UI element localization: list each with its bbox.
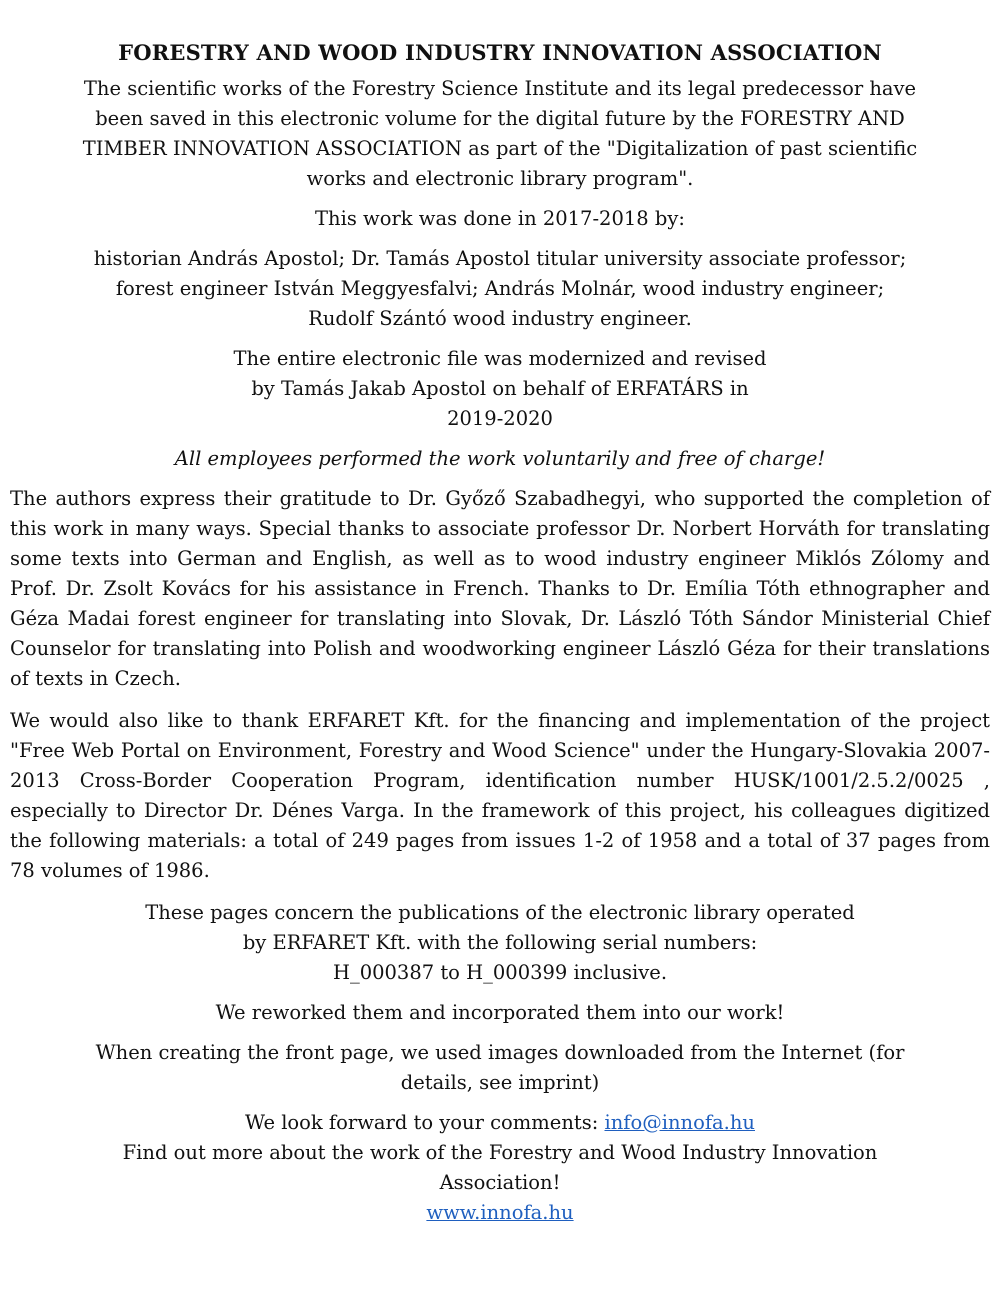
pages-line: by ERFARET Kft. with the following serial numbers:	[242, 931, 758, 954]
revision-line: by Tamás Jakab Apostol on behalf of ERFATÁRS in	[251, 377, 749, 400]
intro-line: been saved in this electronic volume for the digital future by the FORESTRY AND	[95, 107, 905, 130]
gratitude-paragraph: The authors express their gratitude to Dr. Győző Szabadhegyi, who supported the completion of this work in many ways. Special thanks to associate professor Dr. Norbert Horváth for translating some texts into German and English, as well as to wood industry engineer Miklós Zólomy and Prof. Dr. Zsolt Kovács for his assistance in French. Thanks to Dr. Emília Tóth ethnographer and Géza Madai forest engineer for translating into Slovak, Dr. László Tóth Sándor Ministerial Chief Counselor for translating into Polish and woodworking engineer László Géza for their translations of texts in Czech.	[10, 487, 990, 690]
pages-line: These pages concern the publications of the electronic library operated	[145, 901, 855, 924]
website-line	[10, 1198, 990, 1228]
find-out-line: Find out more about the work of the Forestry and Wood Industry Innovation	[122, 1141, 878, 1164]
website-link[interactable]: www.innofa.hu	[426, 1201, 574, 1224]
pages-paragraph	[10, 898, 990, 988]
front-page-paragraph	[10, 1038, 990, 1098]
email-link[interactable]: info@innofa.hu	[604, 1111, 755, 1134]
contributor-line: historian András Apostol; Dr. Tamás Apostol titular university associate professor;	[93, 247, 907, 270]
revision-line: 2019-2020	[447, 407, 553, 430]
comments-prefix: We look forward to your comments:	[245, 1111, 605, 1134]
contributor-line: forest engineer István Meggyesfalvi; András Molnár, wood industry engineer;	[115, 277, 885, 300]
front-page-line: When creating the front page, we used images downloaded from the Internet (for	[95, 1041, 905, 1064]
voluntary-note: All employees performed the work voluntarily and free of charge!	[174, 447, 826, 470]
intro-paragraph	[10, 74, 990, 194]
find-out-line: Association!	[439, 1171, 561, 1194]
erfaret-paragraph: We would also like to thank ERFARET Kft. for the financing and implementation of the project "Free Web Portal on Environment, Forestry and Wood Science" under the Hungary-Slovakia 2007-2013 Cross-Border Cooperation Program, identification number HUSK/1001/2.5.2/0025 , especially to Director Dr. Dénes Varga. In the framework of this project, his colleagues digitized the following materials: a total of 249 pages from issues 1-2 of 1958 and a total of 37 pages from 78 volumes of 1986.	[10, 709, 990, 882]
front-page-line: details, see imprint)	[400, 1071, 600, 1094]
revision-paragraph	[10, 344, 990, 434]
revision-line: The entire electronic file was modernized and revised	[233, 347, 767, 370]
contact-paragraph	[10, 1108, 990, 1228]
pages-line: H_000387 to H_000399 inclusive.	[332, 961, 668, 984]
contributor-line: Rudolf Szántó wood industry engineer.	[308, 307, 692, 330]
intro-line: The scientific works of the Forestry Science Institute and its legal predecessor have	[83, 77, 917, 100]
contributors-paragraph	[10, 244, 990, 334]
page-title: FORESTRY AND WOOD INDUSTRY INNOVATION ASSOCIATION	[118, 40, 882, 65]
intro-line: TIMBER INNOVATION ASSOCIATION as part of the "Digitalization of past scientific	[82, 137, 918, 160]
comments-line	[10, 1108, 990, 1138]
intro-line: works and electronic library program".	[306, 167, 694, 190]
reworked-line: We reworked them and incorporated them into our work!	[215, 1001, 785, 1024]
work-done-line: This work was done in 2017-2018 by:	[315, 207, 685, 230]
